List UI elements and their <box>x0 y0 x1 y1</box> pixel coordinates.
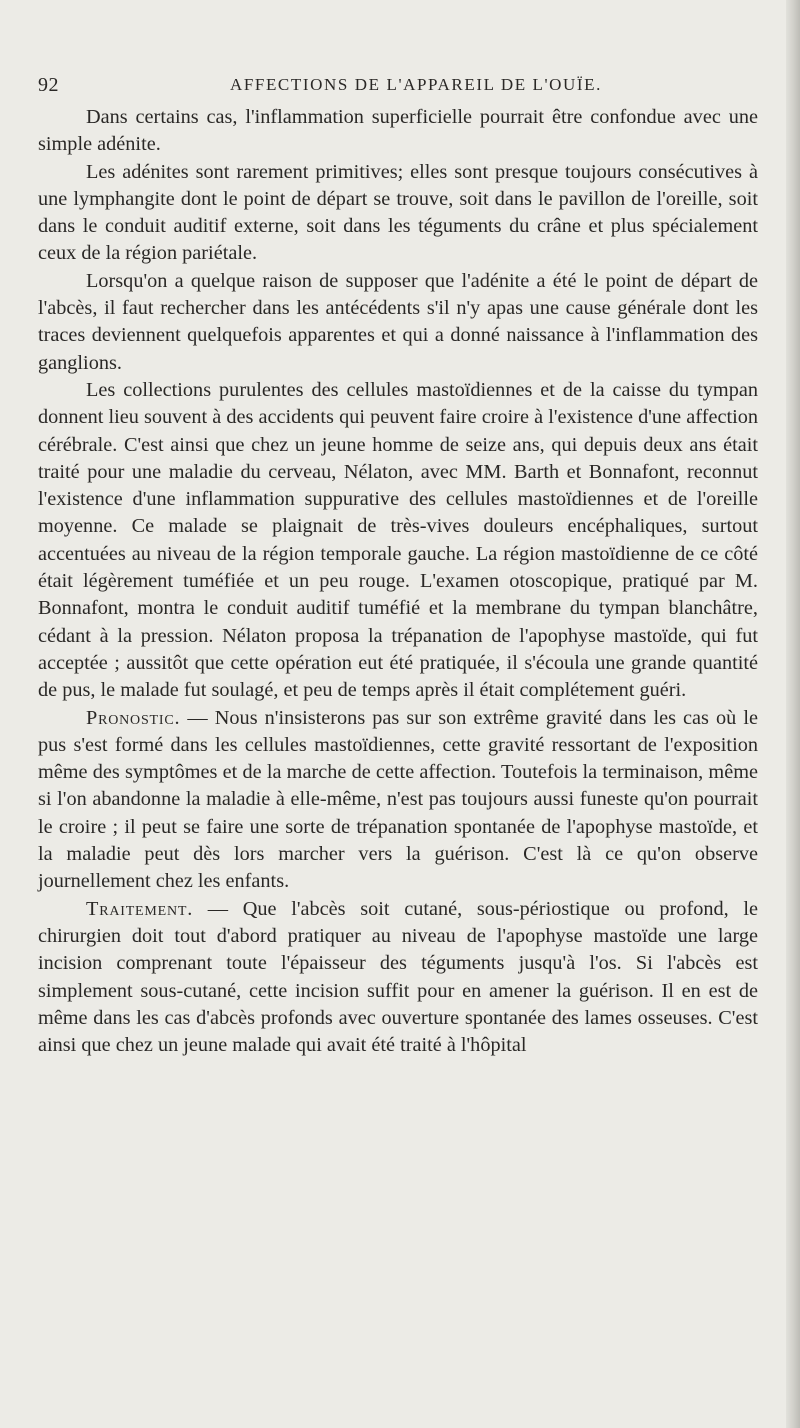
paragraph-text: Dans certains cas, l'inflammation superficielle pourrait être confondue avec une simple adénite. <box>38 106 758 156</box>
section-heading-pronostic: Pronostic. <box>86 706 181 729</box>
paragraph-text: Les adénites sont rarement primitives; elles sont presque toujours consécutives à une lymphangite dont le point de départ se trouve, soit dans le pavillon de l'oreille, soit dans le conduit auditif externe, soit dans les téguments du crâne et plus spécialement ceux de la région pariétale. <box>38 160 758 265</box>
paragraph-text: Lorsqu'on a quelque raison de supposer que l'adénite a été le point de départ de l'abcès, il faut rechercher dans les antécédents s'il n'y apas une cause générale dont les traces deviennent quelquefois apparentes et qui a donné naissance à l'inflammation des ganglions. <box>38 269 758 374</box>
paragraph-pronostic <box>38 705 758 896</box>
page-header <box>38 74 760 100</box>
paragraph-text: Les collections purulentes des cellules mastoïdiennes et de la caisse du tympan donnent lieu souvent à des accidents qui peuvent faire croire à l'existence d'une affection cérébrale. C'est ainsi que chez un jeune homme de seize ans, qui depuis deux ans était traité pour une maladie du cerveau, Nélaton, avec MM. Barth et Bonnafont, reconnut l'existence d'une inflammation suppurative des cellules mastoïdiennes et de l'oreille moyenne. Ce malade se plaignait de très-vives douleurs encéphaliques, surtout accentuées au niveau de la région temporale gauche. La région mastoïdienne de ce côté était légèrement tuméfiée et un peu rouge. L'examen otoscopique, pratiqué par M. Bonnafont, montra le conduit auditif tuméfié et la membrane du tympan blanchâtre, cédant à la pression. Nélaton proposa la trépanation de l'apophyse mastoïde, qui fut acceptée ; aussitôt que cette opération eut été pratiquée, il s'écoula une grande quantité de pus, le malade fut soulagé, et peu de temps après il était complétement guéri. <box>38 378 758 702</box>
body-text <box>38 104 758 1059</box>
section-heading-traitement: Traitement. <box>86 897 194 920</box>
paragraph-traitement <box>38 896 758 1060</box>
paragraph-confusion-adenite <box>38 104 758 159</box>
paragraph-text: — Que l'abcès soit cutané, sous-périostique ou profond, le chirurgien doit tout d'abord pratiquer au niveau de l'apophyse mastoïde une large incision comprenant toute l'épaisseur des téguments jusqu'à l'os. Si l'abcès est simplement sous-cutané, cette incision suffit pour en amener la guérison. Il en est de même dans les cas d'abcès profonds avec ouverture spontanée des lames osseuses. C'est ainsi que chez un jeune malade qui avait été traité à l'hôpital <box>38 897 758 1057</box>
paragraph-point-de-depart <box>38 268 758 377</box>
page-number: 92 <box>38 74 59 96</box>
paragraph-collections-purulentes <box>38 377 758 705</box>
running-title: AFFECTIONS DE L'APPAREIL DE L'OUÏE. <box>229 75 603 94</box>
paragraph-text: — Nous n'insisterons pas sur son extrême gravité dans les cas où le pus s'est formé dans les cellules mastoïdiennes, cette gravité ressortant de l'exposition même des symptômes et de la marche de cette affection. Toutefois la terminaison, même si l'on abandonne la maladie à elle-même, n'est pas toujours aussi funeste qu'on pourrait le croire ; il peut se faire une sorte de trépanation spontanée de l'apophyse mastoïde, et la maladie peut dès lors marcher vers la guérison. C'est là ce qu'on observe journellement chez les enfants. <box>38 706 758 893</box>
page-edge-shadow <box>786 0 800 1428</box>
paragraph-adenites <box>38 159 758 268</box>
